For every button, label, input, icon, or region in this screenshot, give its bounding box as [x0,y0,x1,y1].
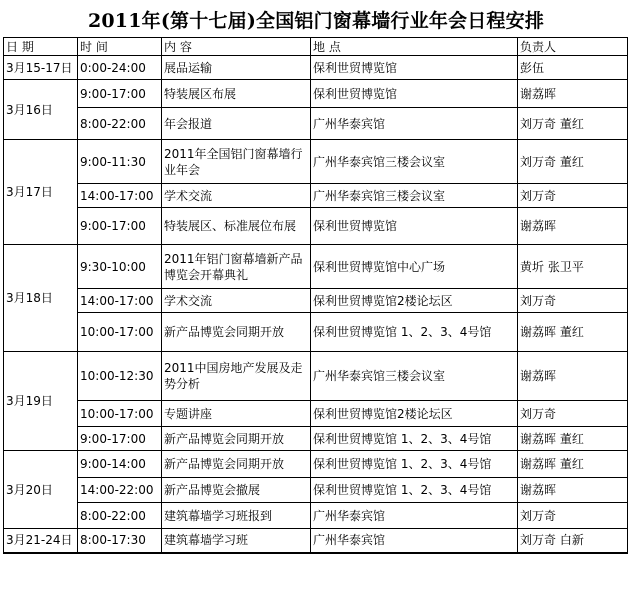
content-cell: 年会报道 [162,108,311,140]
table-row [4,184,628,208]
time-cell: 8:00-22:00 [78,108,162,140]
content-cell: 特装展区布展 [162,80,311,108]
header-date: 日 期 [4,38,78,56]
table-row [4,352,628,401]
person-cell: 谢荔晖 [518,352,628,401]
time-cell: 14:00-22:00 [78,478,162,503]
place-cell: 广州华泰宾馆三楼会议室 [311,352,518,401]
date-cell: 3月18日 [4,245,78,352]
table-row [4,503,628,529]
time-cell: 9:30-10:00 [78,245,162,289]
person-cell: 谢荔晖 董红 [518,313,628,352]
header-person: 负责人 [518,38,628,56]
content-cell: 新产品博览会同期开放 [162,313,311,352]
place-cell: 广州华泰宾馆三楼会议室 [311,140,518,184]
person-cell: 谢荔晖 董红 [518,427,628,451]
content-cell: 新产品博览会同期开放 [162,451,311,478]
date-cell: 3月16日 [4,80,78,140]
place-cell: 保利世贸博览馆 [311,56,518,80]
content-cell: 展品运输 [162,56,311,80]
header-place: 地 点 [311,38,518,56]
time-cell: 8:00-22:00 [78,503,162,529]
date-cell: 3月19日 [4,352,78,451]
place-cell: 保利世贸博览馆2楼论坛区 [311,401,518,427]
content-cell: 新产品博览会同期开放 [162,427,311,451]
place-cell: 保利世贸博览馆 [311,80,518,108]
person-cell: 刘万奇 白新 [518,529,628,553]
person-cell: 刘万奇 董红 [518,108,628,140]
table-row [4,289,628,313]
time-cell: 9:00-17:00 [78,208,162,245]
place-cell: 广州华泰宾馆 [311,529,518,553]
time-cell: 10:00-17:00 [78,401,162,427]
content-cell: 2011年铝门窗幕墙新产品博览会开幕典礼 [162,245,311,289]
table-row [4,208,628,245]
table-row [4,451,628,478]
person-cell: 彭伍 [518,56,628,80]
content-cell: 建筑幕墙学习班报到 [162,503,311,529]
person-cell: 刘万奇 董红 [518,140,628,184]
content-cell: 2011年全国铝门窗幕墙行业年会 [162,140,311,184]
time-cell: 10:00-12:30 [78,352,162,401]
content-cell: 新产品博览会撤展 [162,478,311,503]
time-cell: 9:00-17:00 [78,427,162,451]
person-cell: 谢荔晖 [518,80,628,108]
date-cell: 3月21-24日 [4,529,78,553]
place-cell: 保利世贸博览馆 1、2、3、4号馆 [311,478,518,503]
person-cell: 谢荔晖 董红 [518,451,628,478]
person-cell: 刘万奇 [518,401,628,427]
content-cell: 2011中国房地产发展及走势分析 [162,352,311,401]
table-row [4,529,628,553]
place-cell: 保利世贸博览馆 1、2、3、4号馆 [311,313,518,352]
person-cell: 黄圻 张卫平 [518,245,628,289]
place-cell: 保利世贸博览馆2楼论坛区 [311,289,518,313]
content-cell: 特装展区、标准展位布展 [162,208,311,245]
time-cell: 9:00-17:00 [78,80,162,108]
person-cell: 刘万奇 [518,503,628,529]
person-cell: 刘万奇 [518,289,628,313]
time-cell: 9:00-14:00 [78,451,162,478]
time-cell: 14:00-17:00 [78,184,162,208]
table-row [4,313,628,352]
date-cell: 3月20日 [4,451,78,529]
time-cell: 0:00-24:00 [78,56,162,80]
table-header-row [4,38,628,56]
page-title: 2011年(第十七届)全国铝门窗幕墙行业年会日程安排 [87,10,545,32]
table-row [4,80,628,108]
table-row [4,108,628,140]
content-cell: 学术交流 [162,289,311,313]
header-time: 时 间 [78,38,162,56]
content-cell: 建筑幕墙学习班 [162,529,311,553]
table-row [4,56,628,80]
person-cell: 刘万奇 [518,184,628,208]
content-cell: 学术交流 [162,184,311,208]
place-cell: 广州华泰宾馆 [311,108,518,140]
date-cell: 3月15-17日 [4,56,78,80]
time-cell: 8:00-17:30 [78,529,162,553]
table-row [4,140,628,184]
schedule-table [3,37,628,554]
time-cell: 9:00-11:30 [78,140,162,184]
place-cell: 广州华泰宾馆 [311,503,518,529]
table-row [4,427,628,451]
person-cell: 谢荔晖 [518,208,628,245]
place-cell: 保利世贸博览馆 1、2、3、4号馆 [311,427,518,451]
table-row [4,245,628,289]
place-cell: 保利世贸博览馆中心广场 [311,245,518,289]
table-row [4,478,628,503]
place-cell: 广州华泰宾馆三楼会议室 [311,184,518,208]
table-row [4,401,628,427]
header-content: 内 容 [162,38,311,56]
time-cell: 14:00-17:00 [78,289,162,313]
place-cell: 保利世贸博览馆 1、2、3、4号馆 [311,451,518,478]
time-cell: 10:00-17:00 [78,313,162,352]
date-cell: 3月17日 [4,140,78,245]
person-cell: 谢荔晖 [518,478,628,503]
place-cell: 保利世贸博览馆 [311,208,518,245]
content-cell: 专题讲座 [162,401,311,427]
